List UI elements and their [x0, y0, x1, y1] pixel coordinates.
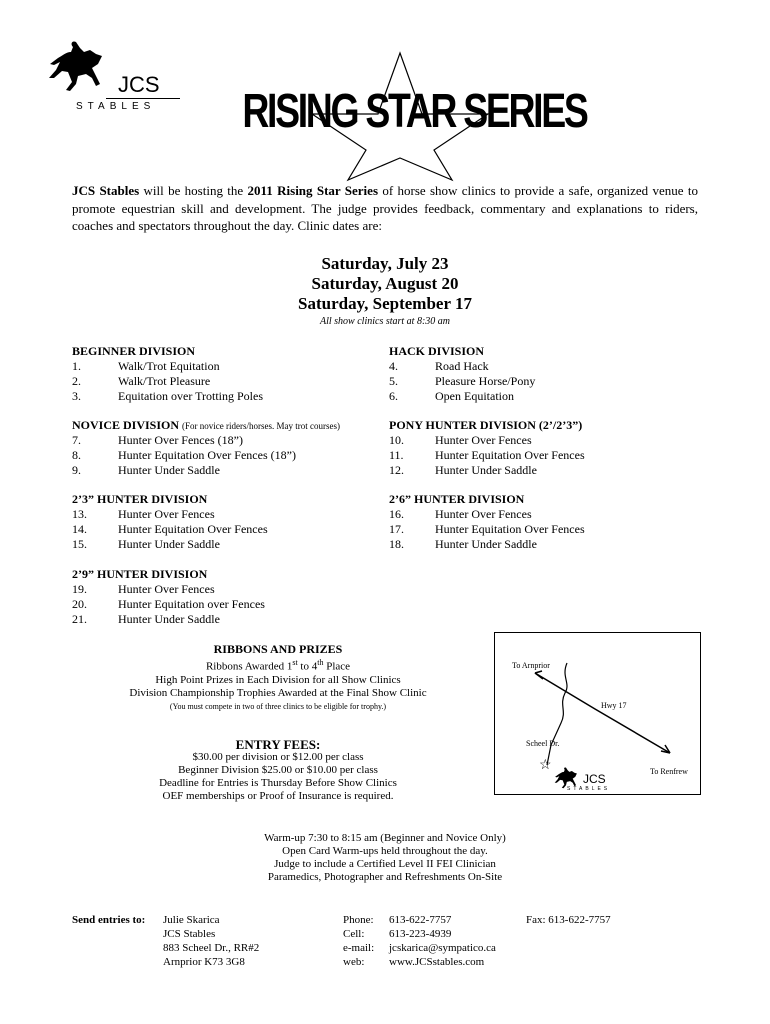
division-title: NOVICE DIVISION (For novice riders/horses. May trot courses) [72, 418, 340, 432]
clinic-date: Saturday, August 20 [311, 274, 459, 293]
intro-text: of horse show clinics to provide a safe, organized venue to promote equestrian skill and development. The judge provides feedback, commentary and explanations to riders, coaches and spectators throughout the day. Clinic dates are: [72, 183, 698, 233]
ribbons-line: High Point Prizes in Each Division for all Show Clinics [155, 673, 401, 686]
class-row: 4. Road Hack [389, 359, 489, 373]
novice-division [72, 418, 340, 478]
address-line: Julie Skarica [163, 914, 220, 926]
send-entries-label: Send entries to: [72, 914, 146, 926]
phone-number: 613-622-7757 [389, 914, 452, 926]
fee-line: OEF memberships or Proof of Insurance is required. [162, 790, 394, 802]
section-heading: RIBBONS AND PRIZES [213, 642, 343, 656]
class-row: 14. Hunter Equitation Over Fences [72, 522, 268, 536]
class-row: 15. Hunter Under Saddle [72, 537, 220, 551]
class-row: 21. Hunter Under Saddle [72, 612, 220, 626]
division-title: BEGINNER DIVISION [72, 344, 196, 358]
email-address[interactable]: jcskarica@sympatico.ca [389, 942, 496, 954]
division-title: 2’6” HUNTER DIVISION [389, 492, 525, 506]
class-row: 11. Hunter Equitation Over Fences [389, 448, 585, 462]
class-row: 10. Hunter Over Fences [389, 433, 532, 447]
clinic-date: Saturday, September 17 [298, 294, 472, 313]
division-title: 2’9” HUNTER DIVISION [72, 567, 208, 581]
class-row: 20. Hunter Equitation over Fences [72, 597, 265, 611]
class-row: 17. Hunter Equitation Over Fences [389, 522, 585, 536]
cell-number: 613-223-4939 [389, 928, 452, 940]
location-star-icon: ☆ [539, 758, 552, 773]
hack-division [389, 344, 535, 404]
contact-values [389, 913, 496, 969]
section-heading: ENTRY FEES: [235, 737, 321, 752]
ribbons-line: Ribbons Awarded 1st to 4th Place [205, 658, 351, 673]
logo-sub: STABLES [76, 101, 156, 112]
jcs-stables-logo [46, 38, 181, 114]
address-line: Arnprior K73 3G8 [163, 956, 245, 968]
map-label-scheel: Scheel Dr. [526, 739, 560, 748]
contact-labels [343, 913, 374, 969]
horse-rider-icon [46, 38, 106, 100]
class-row: 5. Pleasure Horse/Pony [389, 374, 536, 388]
intro-text: will be hosting the [139, 183, 248, 198]
contact-label: web: [343, 956, 365, 968]
hunter-23-division [72, 492, 268, 552]
class-row: 9. Hunter Under Saddle [72, 463, 220, 477]
fee-line: Beginner Division $25.00 or $10.00 per class [178, 764, 378, 776]
division-title: PONY HUNTER DIVISION (2’/2’3”) [389, 418, 583, 432]
page-title: RISING STAR SERIES [242, 85, 587, 138]
map-logo-brand: JCS [583, 772, 606, 786]
pony-hunter-division [389, 418, 585, 478]
class-row: 7. Hunter Over Fences (18”) [72, 433, 243, 447]
website-link[interactable]: www.JCSstables.com [389, 956, 485, 968]
fee-line: $30.00 per division or $12.00 per class [192, 751, 364, 763]
class-row: 12. Hunter Under Saddle [389, 463, 537, 477]
contact-label: e-mail: [343, 942, 375, 954]
clinic-date: Saturday, July 23 [321, 254, 449, 273]
logo-brand: JCS [118, 72, 160, 97]
class-row: 6. Open Equitation [389, 389, 514, 403]
warmup-line: Open Card Warm-ups held throughout the day. [282, 845, 488, 857]
class-row: 18. Hunter Under Saddle [389, 537, 537, 551]
ribbons-line: Division Championship Trophies Awarded at the Final Show Clinic [129, 686, 427, 699]
series-title-block [200, 50, 585, 182]
map-label-hwy: Hwy 17 [601, 701, 627, 710]
division-title: HACK DIVISION [389, 344, 485, 358]
class-row: 2. Walk/Trot Pleasure [72, 374, 211, 388]
warmup-line: Paramedics, Photographer and Refreshments On-Site [267, 871, 503, 883]
intro-paragraph [72, 182, 698, 235]
class-row: 19. Hunter Over Fences [72, 582, 215, 596]
beginner-division [72, 344, 263, 404]
warmup-info [170, 832, 600, 884]
trophy-eligibility-note: (You must compete in two of three clinics to be eligible for trophy.) [169, 701, 387, 711]
address-line: 883 Scheel Dr., RR#2 [163, 942, 260, 954]
org-name: JCS Stables [72, 183, 140, 198]
class-row: 3. Equitation over Trotting Poles [72, 389, 264, 403]
map-label-arnprior: To Arnprior [512, 661, 550, 670]
class-row: 16. Hunter Over Fences [389, 507, 532, 521]
mailing-address [163, 913, 259, 969]
fax-number: Fax: 613-622-7757 [526, 914, 611, 926]
contact-label: Cell: [343, 928, 365, 940]
map-logo [553, 766, 623, 794]
ribbons-section [100, 643, 456, 713]
location-map [494, 632, 701, 795]
class-row: 8. Hunter Equitation Over Fences (18”) [72, 448, 296, 462]
fee-line: Deadline for Entries is Thursday Before Show Clinics [159, 777, 397, 789]
class-row: 13. Hunter Over Fences [72, 507, 215, 521]
map-label-renfrew: To Renfrew [650, 767, 688, 776]
warmup-line: Judge to include a Certified Level II FEI Clinician [274, 858, 496, 870]
warmup-line: Warm-up 7:30 to 8:15 am (Beginner and Novice Only) [264, 832, 506, 844]
entry-fees-section [100, 738, 456, 803]
contact-label: Phone: [343, 914, 374, 926]
class-row: 1. Walk/Trot Equitation [72, 359, 220, 373]
address-line: JCS Stables [163, 928, 216, 940]
start-time-note: All show clinics start at 8:30 am [320, 316, 450, 327]
series-name: 2011 Rising Star Series [247, 183, 379, 198]
map-logo-sub: STABLES [567, 786, 611, 792]
hunter-26-division [389, 492, 585, 552]
division-title: 2’3” HUNTER DIVISION [72, 492, 208, 506]
hunter-29-division [72, 567, 265, 627]
